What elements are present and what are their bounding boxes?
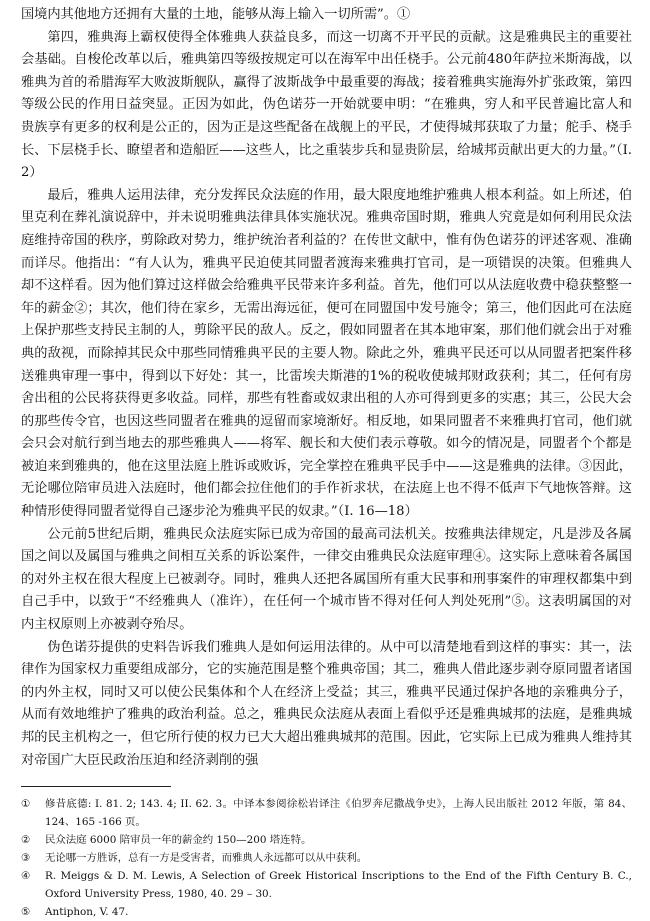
paragraph-continuation: 国境内其他地方还拥有大量的土地，能够从海上输入一切所需”。① — [21, 7, 411, 22]
footnote-text: Antiphon, V. 47. — [45, 906, 129, 919]
main-text — [21, 4, 632, 772]
footnote — [21, 831, 632, 849]
paragraph: 第四，雅典海上霸权使得全体雅典人获益良多，而这一切离不开平民的贡献。这是雅典民主的重要社会基础。自梭伦改革以后，雅典第四等级按规定可以在海军中出任桡手。公元前480年萨拉米斯海战，以雅典为首的希腊海军大败波斯舰队，赢得了波斯战争中最重要的海战；接着雅典实施海外扩张政策，第四等级公民的作用日益突显。正因为如此，伪色诺芬一开始就要申明：“在雅典，穷人和平民普遍比富人和贵族享有更多的权利是公正的，因为正是这些配备在战舰上的平民，才使得城邦获取了力量；舵手、桡手长、下层桡手长、瞭望者和造船匠——这些人，比之重装步兵和显贵阶层，给城邦贡献出更大的力量。”（I. 2） — [21, 29, 632, 181]
footnote-text: 无论哪一方胜诉，总有一方是受害者，而雅典人永远都可以从中获利。 — [45, 852, 368, 865]
paragraph: 伪色诺芬提供的史料告诉我们雅典人是如何运用法律的。从中可以清楚地看到这样的事实：其一，法律作为国家权力重要组成部分，它的实施范围是整个雅典帝国；其二，雅典人借此逐步剥夺原同盟者诸国的内外主权，同时又可以使公民集体和个人在经济上受益；其三，雅典平民通过保护各地的亲雅典分子，从而有效地维护了雅典的政治利益。总之，雅典民众法庭从表面上看似乎还是雅典城邦的法庭，是雅典城邦的民主机构之一，但它所行使的权力已大大超出雅典城邦的范围。因此，它实际上已成为雅典人维持其对帝国广大臣民政治压迫和经济剥削的强 — [21, 639, 632, 768]
footnote-text: R. Meiggs & D. M. Lewis, A Selection of Greek Historical Inscriptions to the End of the Fifth Century B. C., Oxford University Press, 1980, 40. 29 – 30. — [45, 870, 632, 901]
footnote-mark: ① — [21, 798, 31, 811]
paragraph: 最后，雅典人运用法律，充分发挥民众法庭的作用，最大限度地维护雅典人根本利益。如上所述，伯里克利在葬礼演说辞中，并未说明雅典法律具体实施状况。雅典帝国时期，雅典人究竟是如何利用民众法庭维持帝国的秩序，剪除政对势力，维护统治者利益的？在传世文献中，惟有伪色诺芬的评述客观、准确而详尽。他指出：“有人认为，雅典平民迫使其同盟者渡海来雅典打官司，是一项错误的决策。但雅典人却不这样看。因为他们算过这样做会给雅典平民带来许多利益。首先，他们可以从法庭收费中稳获整整一年的薪金②；其次，他们待在家乡，无需出海远征，便可在同盟国中发号施令；第三，他们因此可在法庭上保护那些支持民主制的人，剪除平民的敌人。反之，假如同盟者在其本地审案，那们他们就会出于对雅典的敌视，而除掉其民众中那些同情雅典平民的主要人物。除此之外，雅典平民还可以从同盟者把案件移送雅典审理一事中，得到以下好处：其一，比雷埃夫斯港的1%的税收使城邦财政获利；其二，任何有房舍出租的公民将获得更多收益。同样，那些有牲畜或奴隶出租的人亦可得到更多的实惠；其三，公民大会的那些传令官，也因这些同盟者在雅典的逗留而家境渐好。相反地，如果同盟者不来雅典打官司，他们就会只会对航行到当地去的那些雅典人——将军、舰长和大使们表示尊敬。如今的情况是，同盟者个个都是被迫来到雅典的，他在这里法庭上胜诉或败诉，完全掌控在雅典平民手中——这是雅典的法律。③因此，无论哪位陪审员进入法庭时，他们都会拉住他们的手作祈求状，在法庭上也不得不低声下气地恢答辩。这种情形使得同盟者觉得自己逐步沦为雅典平民的奴隶。”（I. 16—18） — [21, 187, 632, 520]
footnote-divider — [21, 786, 171, 787]
footnote-mark: ④ — [21, 870, 31, 883]
footnote-text: 民众法庭 6000 陪审员一年的薪金约 150—200 塔连特。 — [45, 834, 312, 847]
paragraph: 公元前5世纪后期，雅典民众法庭实际已成为帝国的最高司法机关。按雅典法律规定，凡是涉及各属国之间以及属国与雅典之间相互关系的诉讼案件，一律交由雅典民众法庭审理④。这实际上意味着各属国的对外主权在很大程度上已被剥夺。同时，雅典人还把各属国所有重大民事和刑事案件的审理权都集中到自己手中，以致于“不经雅典人（准许），在任何一个城市皆不得对任何人判处死刑”⑤。这表明属国的对内主权原则上亦被剥夺殆尽。 — [21, 526, 632, 633]
footnote-mark: ③ — [21, 852, 31, 865]
footnote — [21, 867, 632, 903]
footnote — [21, 903, 632, 921]
footnote-mark: ⑤ — [21, 906, 31, 919]
footnote — [21, 849, 632, 867]
footnotes — [21, 795, 632, 921]
footnote-text: 修昔底德: I. 81. 2; 143. 4; II. 62. 3。中译本参阅徐松岩译注《伯罗奔尼撒战争史》，上海人民出版社 2012 年版，第 84、124、165 -166 页。 — [45, 798, 632, 829]
footnote — [21, 795, 632, 831]
footnote-mark: ② — [21, 834, 31, 847]
